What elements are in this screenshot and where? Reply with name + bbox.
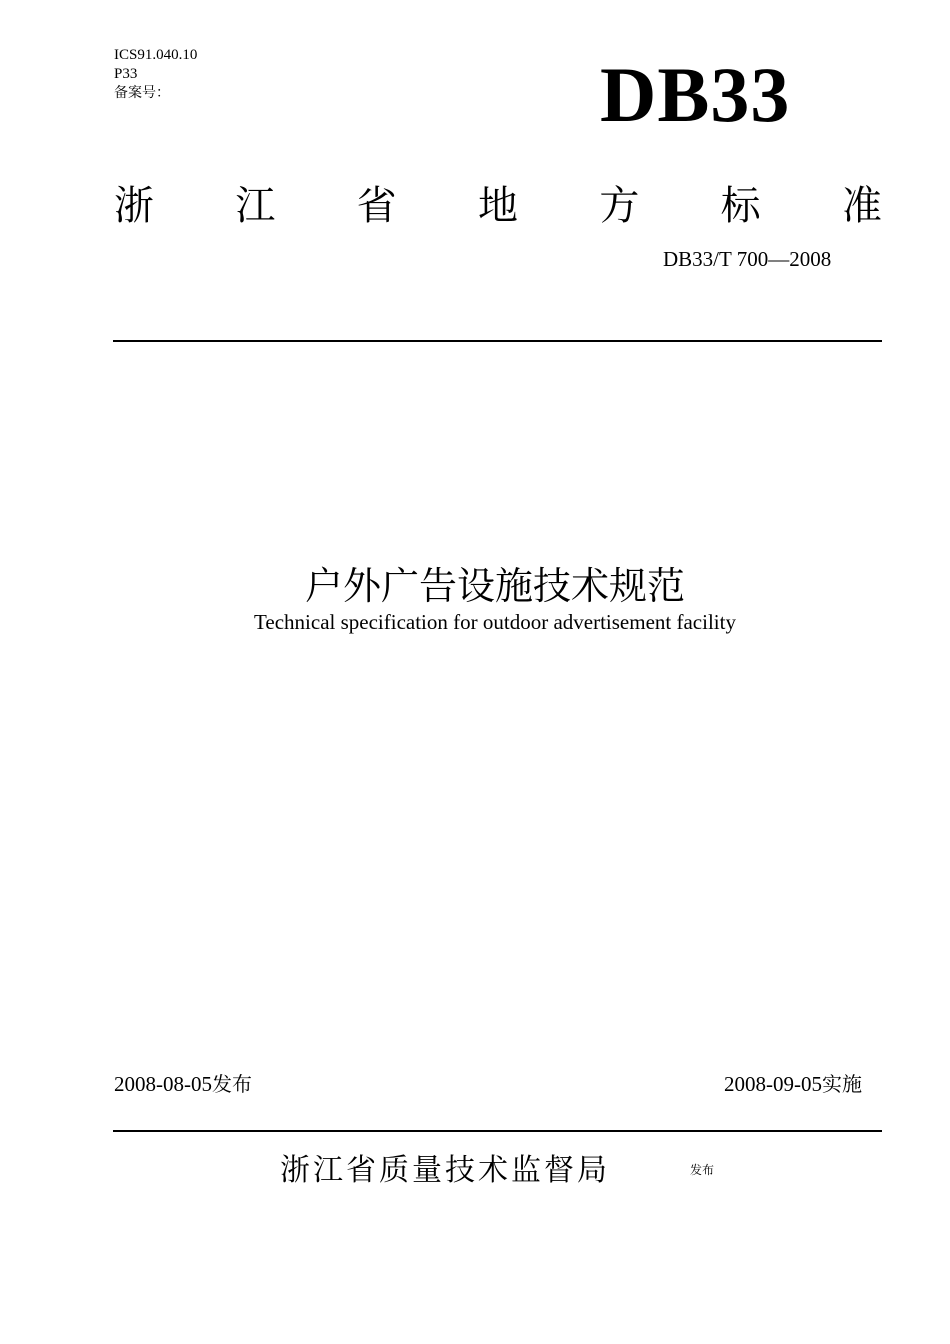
standard-title-char: 江	[235, 182, 276, 229]
standard-title	[114, 176, 882, 228]
standard-title-char: 标	[720, 182, 761, 229]
issue-date-value: 2008-08-05	[114, 1072, 212, 1096]
document-title-en: Technical specification for outdoor advertisement facility	[254, 610, 736, 634]
filing-number-label: 备案号：	[114, 85, 170, 101]
bottom-divider	[113, 1130, 882, 1132]
top-divider	[113, 340, 882, 342]
standard-title-char: 方	[599, 182, 640, 229]
issuer-suffix: 发布	[690, 1163, 715, 1177]
ics-code: ICS91.040.10	[114, 47, 198, 63]
issue-date	[114, 1068, 252, 1097]
standard-title-char: 省	[356, 182, 397, 229]
issuer-name: 浙江省质量技术监督局	[280, 1153, 610, 1188]
standard-title-char: 浙	[114, 182, 154, 229]
document-title-cn: 户外广告设施技术规范	[304, 564, 685, 608]
implementation-date	[724, 1068, 862, 1097]
classification-code: P33	[114, 66, 138, 82]
db-logo: DB33	[600, 51, 791, 138]
implementation-label: 实施	[822, 1072, 862, 1096]
standard-title-char: 地	[477, 182, 518, 229]
standard-title-char: 准	[841, 182, 882, 229]
standard-number: DB33/T 700—2008	[663, 247, 832, 271]
implementation-date-value: 2008-09-05	[724, 1072, 822, 1096]
issue-label: 发布	[212, 1072, 252, 1096]
